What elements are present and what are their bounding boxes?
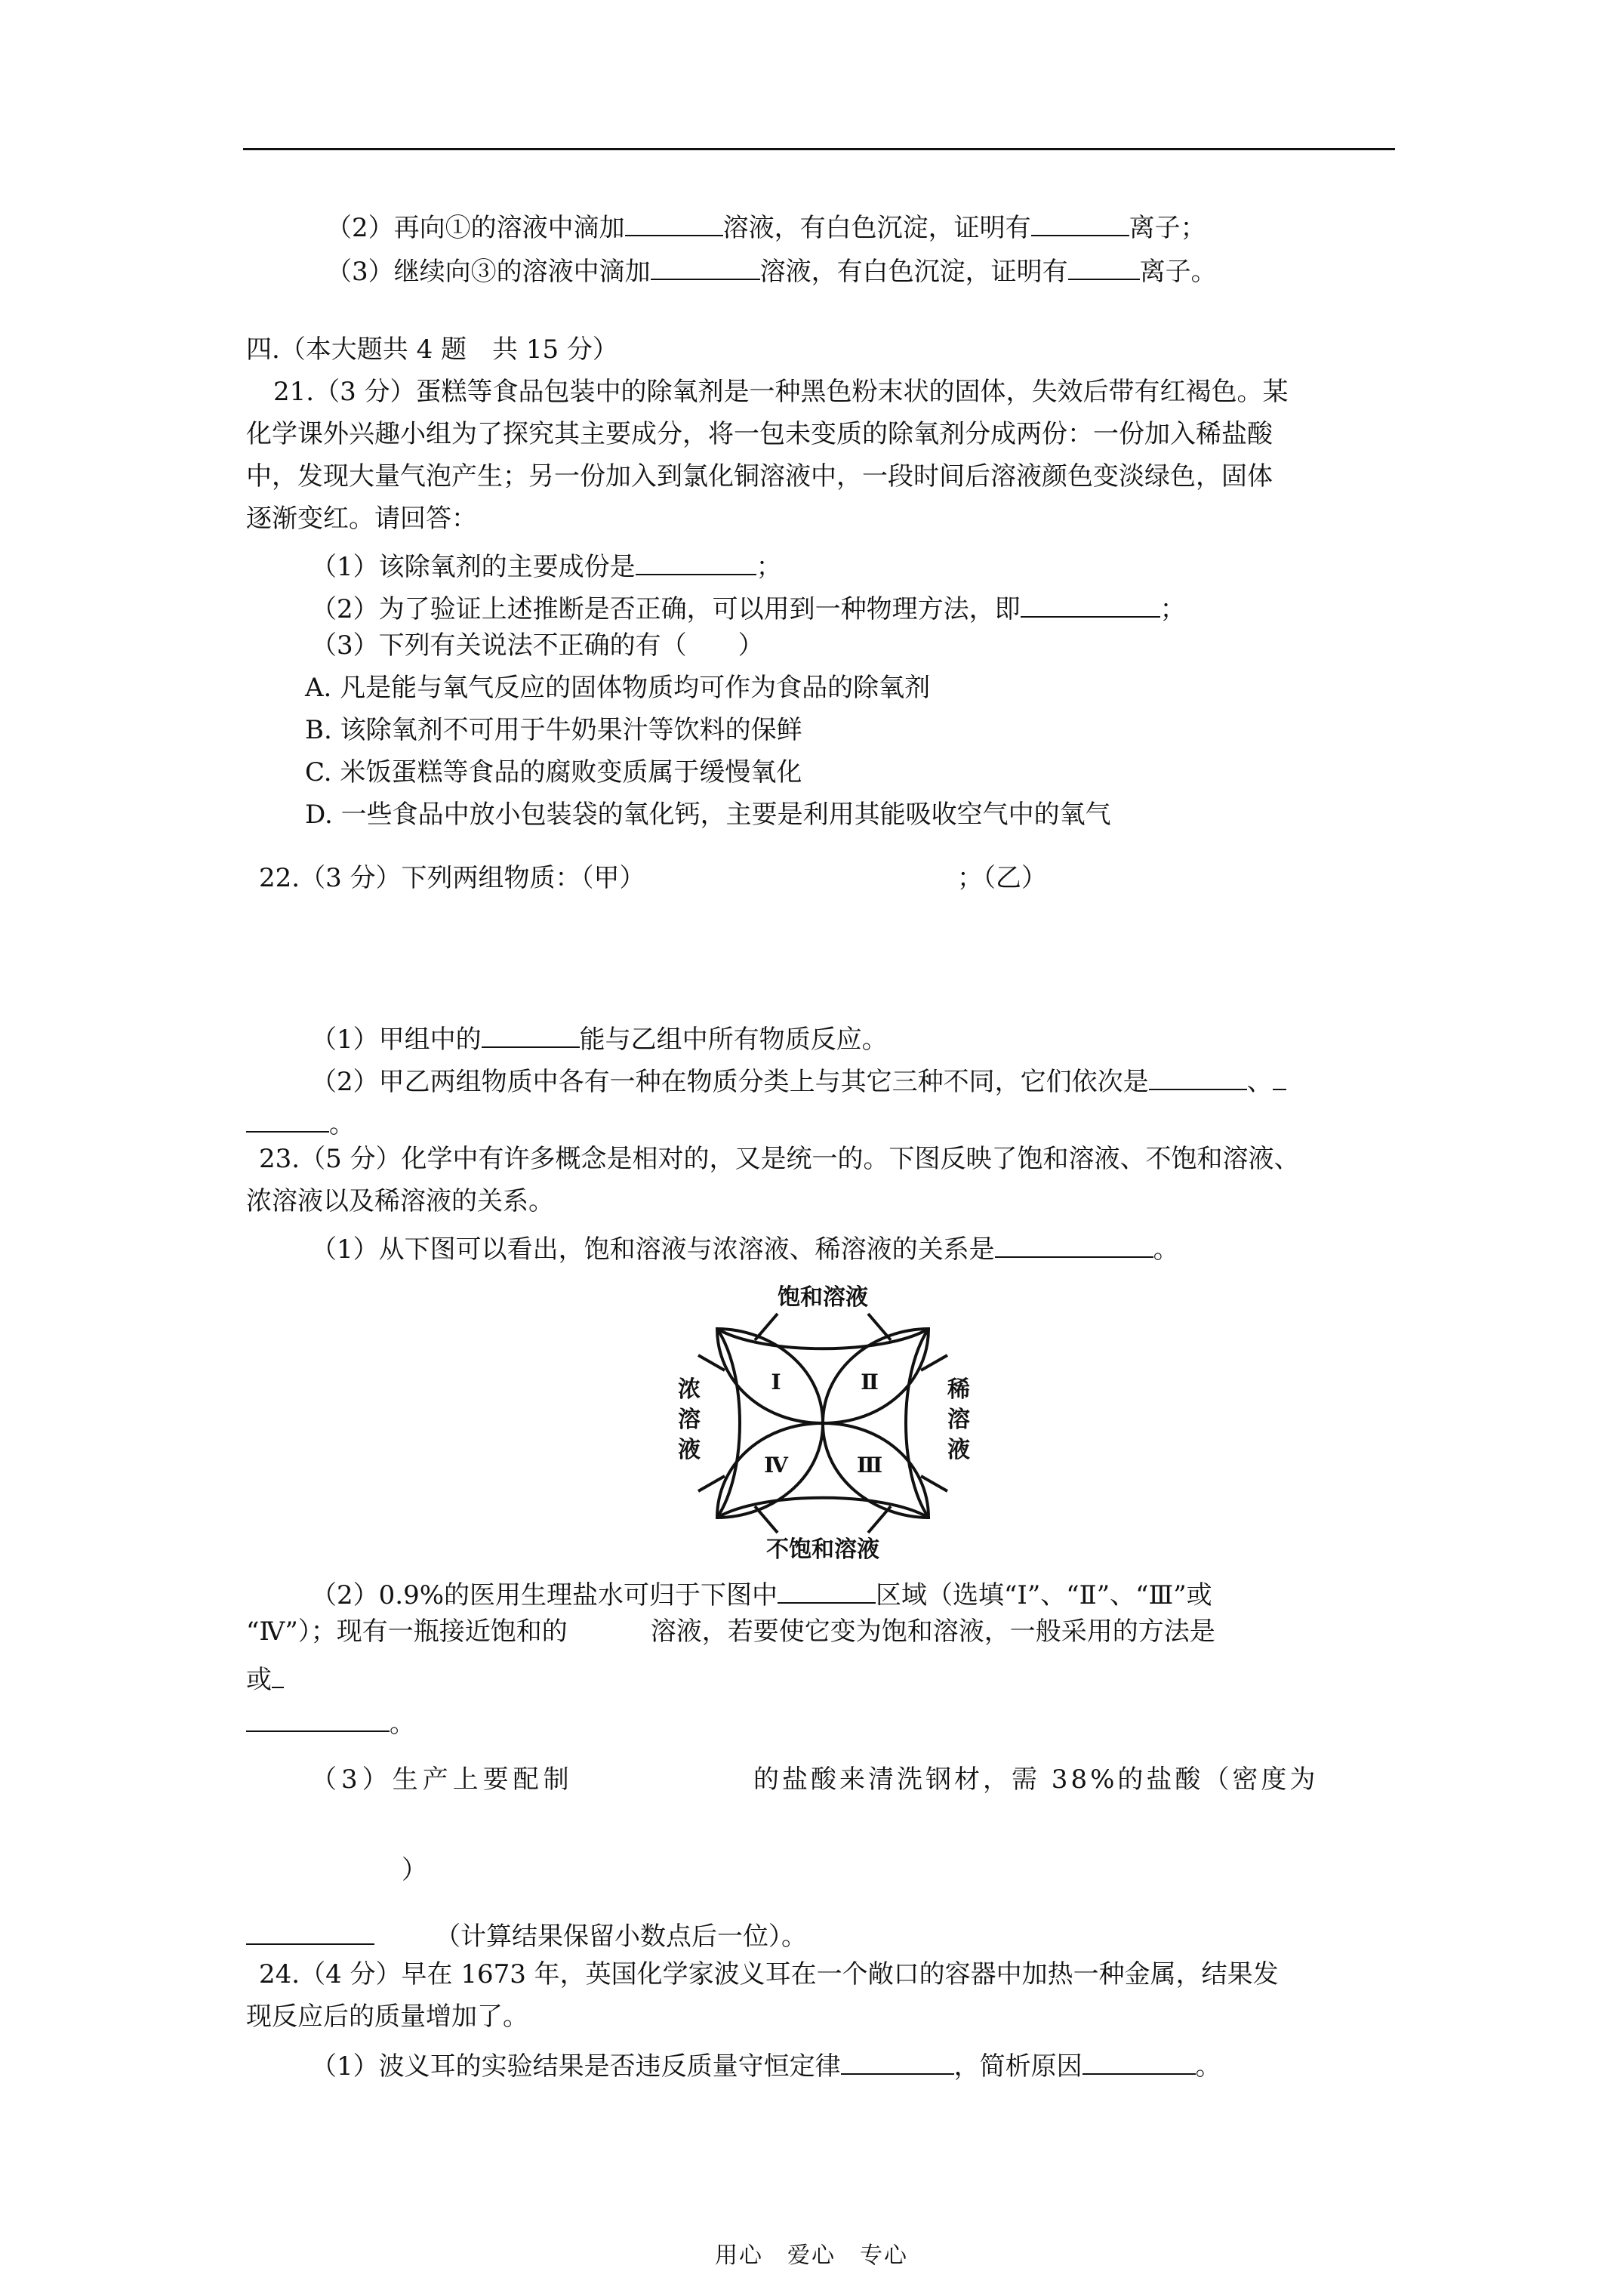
region-4: Ⅳ	[764, 1453, 788, 1478]
q23-sub3-line3: （计算结果保留小数点后一位）。	[246, 1918, 807, 1949]
section4-heading: 四.（本大题共 4 题 共 15 分）	[246, 334, 618, 365]
region-2: Ⅱ	[861, 1370, 879, 1395]
label-unsaturated: 不饱和溶液	[766, 1536, 879, 1563]
q23-sub1: （1）从下图可以看出，饱和溶液与浓溶液、稀溶液的关系是 。	[311, 1231, 1179, 1262]
q23-sub2-line4: 。	[246, 1705, 415, 1737]
q21-option-a: A. 凡是能与氧气反应的固体物质均可作为食品的除氧剂	[305, 673, 931, 703]
q22-stem-b: ；（乙）	[957, 863, 1047, 893]
answer-blank[interactable]	[1068, 253, 1140, 280]
answer-blank[interactable]	[1083, 2048, 1196, 2075]
q21-sub3: （3）下列有关说法不正确的有（ ）	[311, 630, 764, 661]
answer-blank[interactable]	[778, 1576, 876, 1604]
q23-sub2-line2: “Ⅳ”）；现有一瓶接近饱和的 溶液，若要使它变为饱和溶液，一般采用的方法是	[246, 1616, 1215, 1647]
answer-blank[interactable]	[246, 1705, 390, 1732]
q23-sub3-b: 的盐酸来清洗钢材，需 38%的盐酸（密度为	[753, 1764, 1319, 1795]
answer-blank[interactable]	[636, 548, 756, 575]
q22-sub1: （1）甲组中的 能与乙组中所有物质反应。	[311, 1021, 888, 1052]
answer-blank[interactable]	[1149, 1063, 1247, 1090]
q21-option-c: C. 米饭蛋糕等食品的腐败变质属于缓慢氧化	[305, 757, 802, 787]
q22-stem-a: 22.（3 分）下列两组物质：（甲）	[259, 863, 645, 893]
answer-blank[interactable]	[272, 1661, 284, 1688]
answer-blank[interactable]	[1021, 590, 1160, 618]
label-dilute-1: 稀	[947, 1376, 970, 1403]
answer-blank[interactable]	[995, 1231, 1153, 1258]
lens-top-left	[717, 1329, 823, 1423]
q21-line4: 逐渐变红。请回答：	[246, 504, 477, 534]
answer-blank[interactable]	[246, 1918, 374, 1945]
q23-sub2: （2）0.9%的医用生理盐水可归于下图中 区域（选填“Ⅰ”、“Ⅱ”、“Ⅲ”或	[311, 1576, 1212, 1608]
page-footer: 用心 爱心 专心	[715, 2242, 908, 2269]
answer-blank[interactable]	[651, 253, 760, 280]
answer-blank[interactable]	[625, 209, 723, 236]
q21-sub2: （2）为了验证上述推断是否正确，可以用到一种物理方法，即 ；	[311, 590, 1186, 622]
q23-sub3-a: （3）生产上要配制	[311, 1764, 574, 1795]
q22-sub2: （2）甲乙两组物质中各有一种在物质分类上与其它三种不同，它们依次是 、	[311, 1063, 1286, 1095]
label-concentrated-3: 液	[678, 1437, 701, 1463]
q23-sub2-line3: 或	[246, 1661, 284, 1693]
region-3: Ⅲ	[856, 1453, 883, 1478]
q24-line1: 24.（4 分）早在 1673 年，英国化学家波义耳在一个敞口的容器中加热一种金属，结果发	[259, 1959, 1279, 1989]
q20-sub2: （2）再向①的溶液中滴加 溶液，有白色沉淀，证明有 离子；	[326, 209, 1206, 241]
q20-sub3: （3）继续向③的溶液中滴加 溶液，有白色沉淀，证明有 离子。	[326, 253, 1217, 285]
q23-sub3-c: ）	[402, 1855, 427, 1885]
label-saturated: 饱和溶液	[778, 1284, 868, 1311]
q21-line1: 21.（3 分）蛋糕等食品包装中的除氧剂是一种黑色粉末状的固体，失效后带有红褐色。某	[273, 377, 1289, 407]
label-concentrated-2: 溶	[678, 1407, 701, 1433]
label-dilute-3: 液	[947, 1437, 970, 1463]
q21-option-d: D. 一些食品中放小包装袋的氧化钙，主要是利用其能吸收空气中的氧气	[305, 800, 1111, 830]
q22-sub2-cont: 。	[246, 1105, 355, 1137]
answer-blank[interactable]	[841, 2048, 954, 2075]
q21-line2: 化学课外兴趣小组为了探究其主要成分，将一包未变质的除氧剂分成两份：一份加入稀盐酸	[246, 419, 1273, 449]
q24-line2: 现反应后的质量增加了。	[246, 2002, 528, 2032]
label-concentrated-1: 浓	[678, 1376, 701, 1403]
q23-line2: 浓溶液以及稀溶液的关系。	[246, 1186, 554, 1216]
label-dilute-2: 溶	[947, 1407, 970, 1433]
answer-blank[interactable]	[482, 1021, 580, 1048]
solution-relationship-diagram	[664, 1284, 981, 1563]
q21-sub1: （1）该除氧剂的主要成份是 ；	[311, 548, 782, 580]
q24-sub1: （1）波义耳的实验结果是否违反质量守恒定律 ，简析原因 。	[311, 2048, 1221, 2079]
answer-blank[interactable]	[1031, 209, 1129, 236]
answer-blank[interactable]	[246, 1105, 329, 1133]
q21-line3: 中，发现大量气泡产生；另一份加入到氯化铜溶液中，一段时间后溶液颜色变淡绿色，固体	[246, 461, 1273, 492]
q21-option-b: B. 该除氧剂不可用于牛奶果汁等饮料的保鲜	[305, 715, 802, 745]
header-rule	[243, 148, 1395, 150]
q23-line1: 23.（5 分）化学中有许多概念是相对的，又是统一的。下图反映了饱和溶液、不饱和溶液、	[259, 1144, 1300, 1174]
region-1: Ⅰ	[771, 1370, 781, 1395]
answer-blank[interactable]	[1273, 1063, 1286, 1090]
